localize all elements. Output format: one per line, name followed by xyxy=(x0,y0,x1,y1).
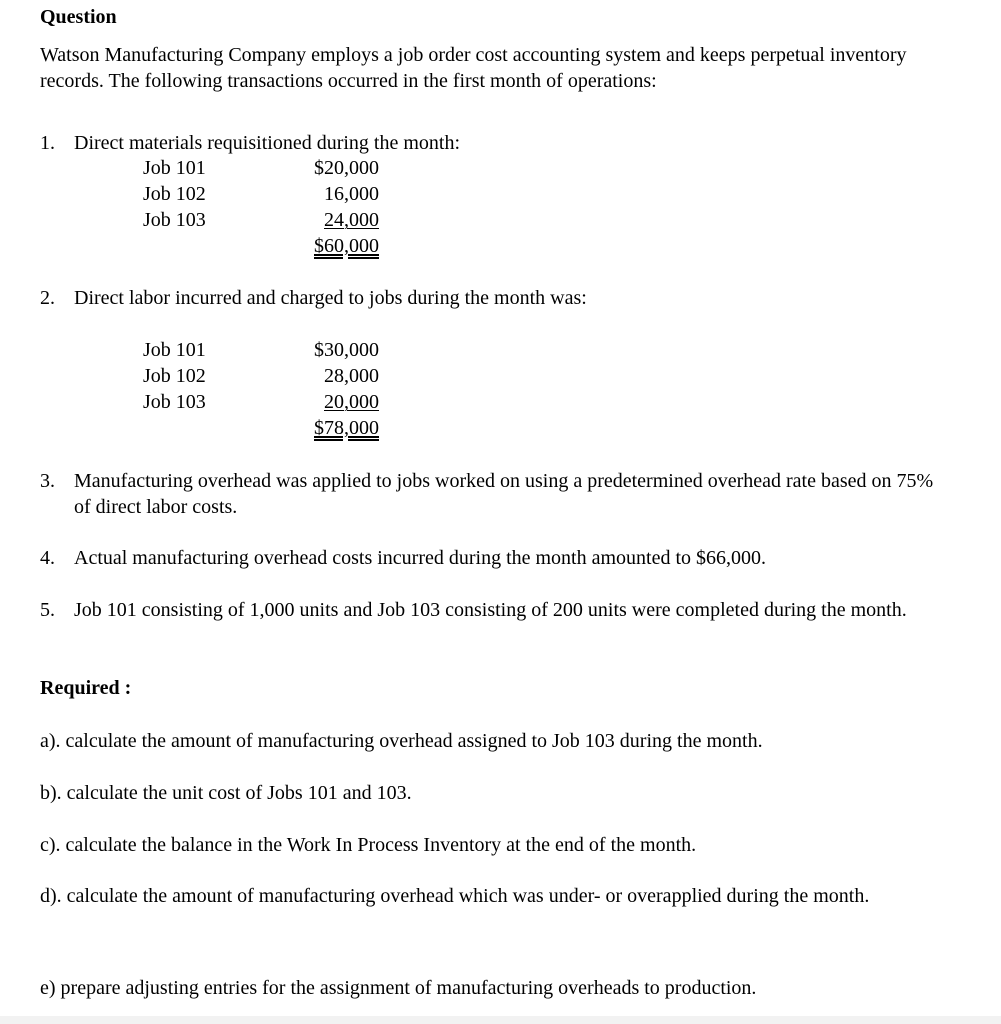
job-label: Job 101 xyxy=(143,157,206,179)
item-2-text: Direct labor incurred and charged to jobs during the month was: xyxy=(74,287,587,309)
page-bottom-edge xyxy=(0,1016,1001,1024)
table-row xyxy=(0,363,1001,389)
amount-value: 20,000 xyxy=(324,391,379,413)
item-1-number: 1. xyxy=(40,132,55,154)
requirement-e: e) prepare adjusting entries for the assignment of manufacturing overheads to production. xyxy=(40,977,757,999)
total-amount: $60,000 xyxy=(314,235,379,257)
question-heading: Question xyxy=(40,6,117,28)
job-label: Job 101 xyxy=(143,339,206,361)
item-1-text: Direct materials requisitioned during the month: xyxy=(74,132,461,154)
requirement-a: a). calculate the amount of manufacturing overhead assigned to Job 103 during the month. xyxy=(40,730,763,752)
job-label: Job 102 xyxy=(143,365,206,387)
requirement-d: d). calculate the amount of manufacturing overhead which was under- or overapplied during the month. xyxy=(40,885,870,907)
total-row xyxy=(0,233,1001,261)
item-4-text: Actual manufacturing overhead costs incurred during the month amounted to $66,000. xyxy=(74,547,767,569)
total-row xyxy=(0,415,1001,443)
table-row xyxy=(0,337,1001,363)
required-heading: Required : xyxy=(40,677,132,699)
item-4-number: 4. xyxy=(40,547,55,569)
item-3-number: 3. xyxy=(40,470,55,492)
requirement-b: b). calculate the unit cost of Jobs 101 and 103. xyxy=(40,782,412,804)
table-row xyxy=(0,181,1001,207)
item-5-number: 5. xyxy=(40,599,55,621)
amount-value: 28,000 xyxy=(324,365,379,387)
amount-value: $30,000 xyxy=(314,339,379,361)
job-label: Job 103 xyxy=(143,209,206,231)
job-label: Job 103 xyxy=(143,391,206,413)
table-row xyxy=(0,207,1001,233)
intro-paragraph: Watson Manufacturing Company employs a job order cost accounting system and keeps perpetual inventory records. The following transactions occurred in the first month of operations: xyxy=(40,44,907,92)
item-2-number: 2. xyxy=(40,287,55,309)
item-5-text: Job 101 consisting of 1,000 units and Job 103 consisting of 200 units were completed during the month. xyxy=(74,599,907,621)
table-row xyxy=(0,155,1001,181)
amount-value: $20,000 xyxy=(314,157,379,179)
table-row xyxy=(0,389,1001,415)
item-3-text: Manufacturing overhead was applied to jobs worked on using a predetermined overhead rate based on 75% of direct labor costs. xyxy=(74,470,934,518)
requirement-c: c). calculate the balance in the Work In Process Inventory at the end of the month. xyxy=(40,834,697,856)
amount-value: 24,000 xyxy=(324,209,379,231)
job-label: Job 102 xyxy=(143,183,206,205)
amount-value: 16,000 xyxy=(324,183,379,205)
total-amount: $78,000 xyxy=(314,417,379,439)
